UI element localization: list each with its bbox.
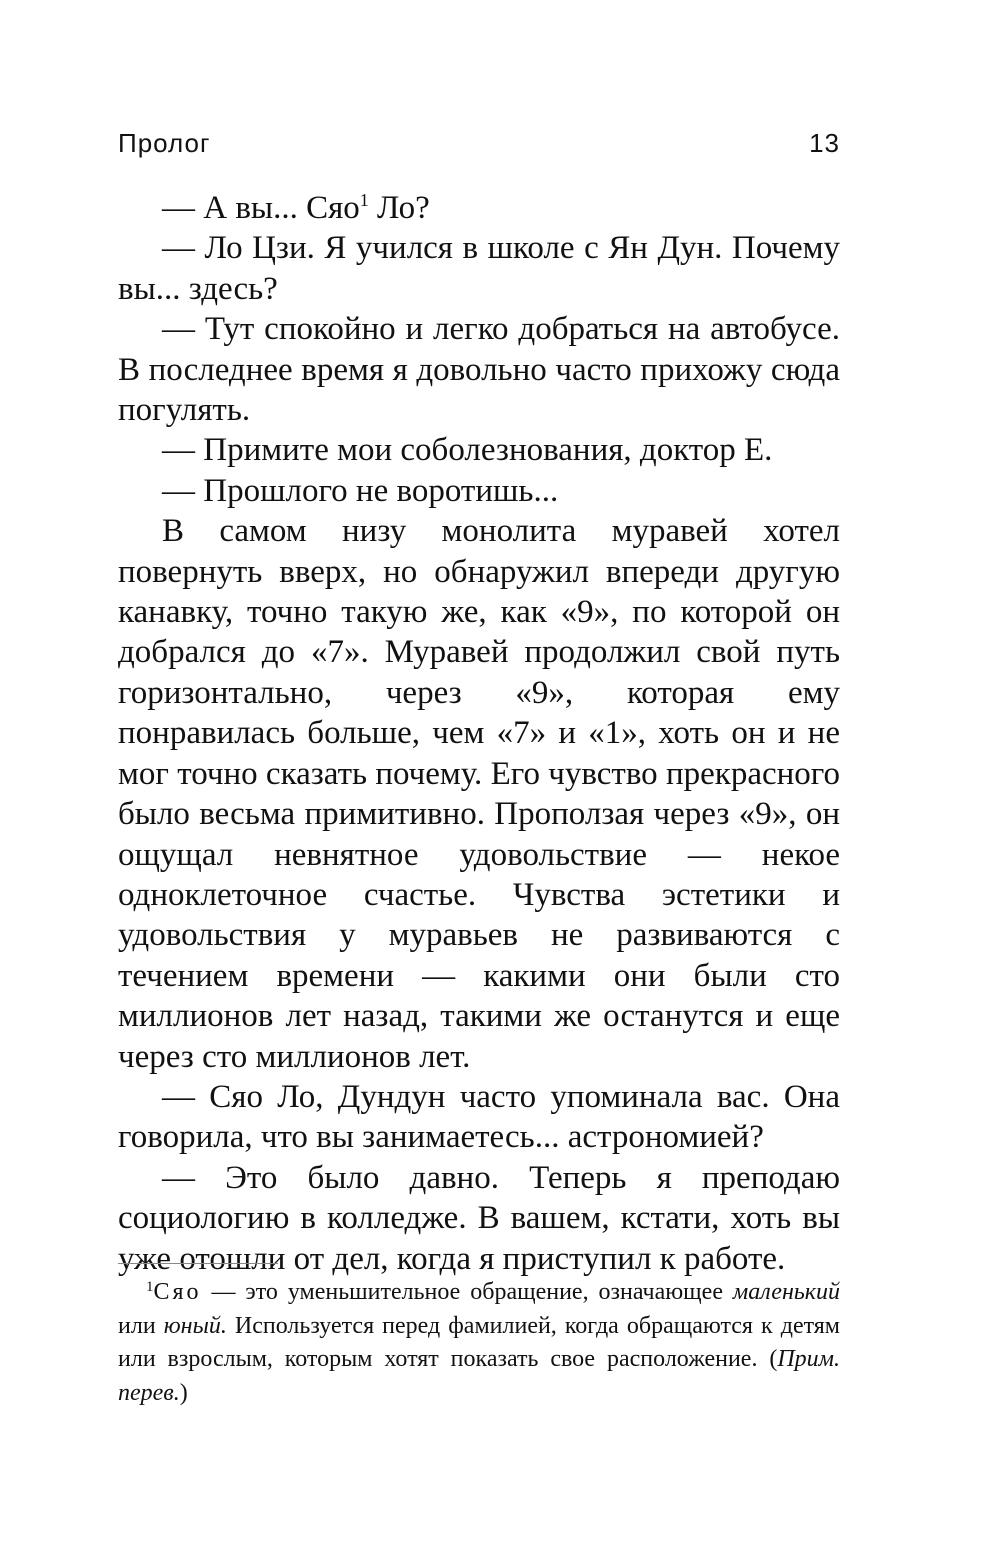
paragraph: — Ло Цзи. Я учился в школе с Ян Дун. Почему вы... здесь? xyxy=(118,230,840,307)
paragraph: В самом низу монолита муравей хотел повернуть вверх, но обнаружил впереди другую канавку, точно такую же, как «9», по которой он добрался до «7». Муравей продолжил свой путь горизонтально, через «9», которая ему понравилась больше, чем «7» и «1», хоть он и не мог точно сказать почему. Его чувство прекрасного было весьма примитивно. Проползая через «9», он ощущал невнятное удовольствие — некое одноклеточное счастье. Чувства эстетики и удовольствия у муравьев не развиваются с течением времени — какими они были сто миллионов лет назад, такими же останутся и еще через сто миллионов лет. xyxy=(118,513,840,1075)
paragraph: — Это было давно. Теперь я преподаю социологию в колледже. В вашем, кстати, хоть вы уже отошли от дел, когда я приступил к работе. xyxy=(118,1159,840,1277)
paragraph xyxy=(118,188,840,228)
paragraph: — Прошлого не воротишь... xyxy=(162,472,559,509)
footnote-italic: юный. xyxy=(163,1312,227,1339)
footnote-reference[interactable]: 1 xyxy=(359,190,369,210)
footnote-segment: — это уменьшительное обращение, означающее xyxy=(201,1279,733,1305)
footnote-term: Сяо xyxy=(153,1279,202,1305)
footnote-marker: 1 xyxy=(146,1279,154,1295)
paragraph-text: — А вы... Сяо xyxy=(162,190,360,226)
footnote-text xyxy=(118,1276,840,1410)
footnote-segment: ) xyxy=(179,1379,188,1406)
main-text xyxy=(118,188,840,1279)
section-title: Пролог xyxy=(118,128,211,158)
footnote-segment: Используется перед фамилией, когда обращаются к детям или взрослым, которым хотят показать свое расположение. ( xyxy=(118,1312,840,1372)
footnote-italic: маленький xyxy=(732,1279,840,1305)
paragraph-text: Ло? xyxy=(368,190,430,226)
footnote-segment: или xyxy=(118,1312,164,1339)
footnote-divider xyxy=(118,1263,278,1264)
footnote-italic: Прим. перев. xyxy=(118,1346,840,1406)
paragraph: — Примите мои соболезнования, доктор Е. xyxy=(162,432,773,469)
running-header xyxy=(118,128,840,168)
paragraph: — Сяо Ло, Дундун часто упоминала вас. Она говорила, что вы занимаетесь... астрономией? xyxy=(118,1078,840,1156)
paragraph: — Тут спокойно и легко добраться на автобусе. В последнее время я довольно часто прихожу сюда погулять. xyxy=(118,311,840,429)
footnote xyxy=(118,1276,840,1410)
page-number: 13 xyxy=(809,128,840,158)
